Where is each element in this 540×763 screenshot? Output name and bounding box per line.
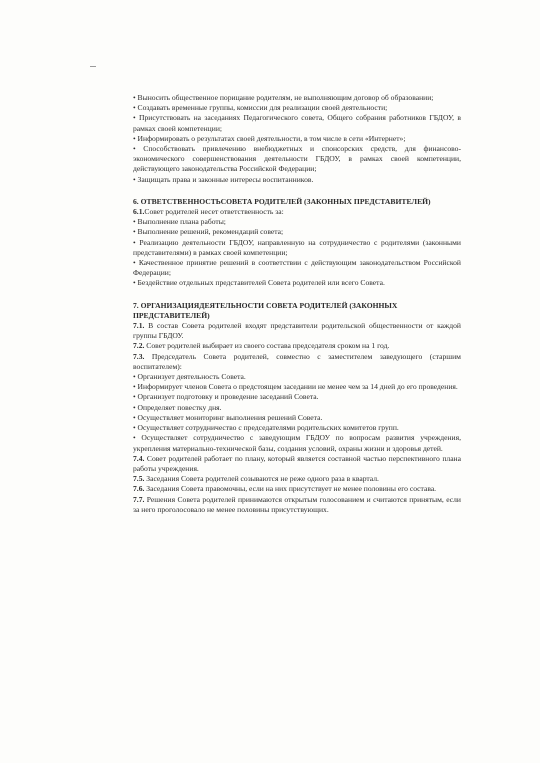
list-item: • Определяет повестку дня. [133, 402, 222, 412]
list-item: • Осуществляет сотрудничество с заведующим ГБДОУ по вопросам развития учреждения, укрепления материально-технической базы, создания условий, охраны жизни и здоровья детей. [133, 433, 461, 453]
clause-number: 7.1. [133, 321, 145, 331]
clause-text: Председатель Совета родителей, совместно с заместителем заведующего (старшим воспитателем): [133, 351, 461, 371]
list-item: • Организует подготовку и проведение заседаний Совета. [133, 392, 319, 402]
clause-number: 6.1. [133, 207, 145, 217]
clause-text: Решения Совета родителей принимаются открытым голосованием и считаются принятым, если за него проголосовало не менее половины присутствующих. [133, 494, 461, 514]
list-item: • Создавать временные группы, комиссии для реализации своей деятельности; [133, 103, 388, 113]
clause-text: Совет родителей работает по плану, который является составной частью перспективного плана работы учреждения. [133, 453, 461, 473]
clause-7-1 [133, 321, 461, 341]
document-body [133, 93, 461, 515]
clause-7-5 [133, 474, 461, 484]
clause-number: 7.2. [133, 341, 145, 351]
list-item: • Реализацию деятельности ГБДОУ, направленную на сотрудничество с родителями (законными представителями) в рамках своей компетенции; [133, 237, 461, 257]
list-item: • Информировать о результатах своей деятельности, в том числе в сети «Интернет»; [133, 133, 406, 143]
clause-7-7 [133, 495, 461, 515]
list-item: • Осуществляет мониторинг выполнения решений Совета. [133, 412, 323, 422]
clause-7-6 [133, 484, 461, 494]
list-item: • Осуществляет сотрудничество с председателями родительских комитетов групп. [133, 423, 399, 433]
clause-7-3 [133, 352, 461, 372]
clause-number: 7.5. [133, 474, 145, 484]
section-7 [133, 301, 461, 515]
clause-text: Заседания Совета правомочны, если на них присутствует не менее половины его состава. [146, 484, 437, 494]
spacer [133, 185, 461, 197]
clause-text: Совет родителей выбирает из своего состава председателя сроком на 1 год. [146, 341, 390, 351]
list-item: • Способствовать привлечению внебюджетных и спонсорских средств, для финансово-экономического совершенствования деятельности ГБДОУ, в рамках своей компетенции, действующего законодательства Российской Федерации; [133, 144, 461, 174]
section-heading: 7. ОРГАНИЗАЦИЯДЕЯТЕЛЬНОСТИ СОВЕТА РОДИТЕЛЕЙ (ЗАКОННЫХ ПРЕДСТАВИТЕЛЕЙ) [133, 300, 398, 320]
list-item: • Выполнение плана работы; [133, 217, 226, 227]
section-6 [133, 197, 461, 289]
clause-number: 7.4. [133, 453, 145, 463]
list-item: • Информирует членов Совета о предстоящем заседании не менее чем за 14 дней до его проведения. [133, 382, 458, 392]
list-item: • Защищать права и законные интересы воспитанников. [133, 174, 314, 184]
list-item: • Выносить общественное порицание родителям, не выполняющим договор об образовании; [133, 93, 434, 102]
scan-mark [90, 66, 96, 67]
clause-number: 7.7. [133, 494, 145, 504]
clause-7-4 [133, 454, 461, 474]
clause-number: 7.6. [133, 484, 145, 494]
clause-7-2 [133, 341, 461, 351]
list-item: • Выполнение решений, рекомендаций совета; [133, 227, 284, 237]
clause-number: 7.3. [133, 351, 145, 361]
clause-text: Заседания Совета родителей созываются не реже одного раза в квартал. [146, 474, 379, 484]
list-item: • Качественное принятие решений в соответствии с действующим законодательством Российской Федерации; [133, 258, 461, 278]
section-heading: 6. ОТВЕТСТВЕННОСТЬСОВЕТА РОДИТЕЛЕЙ (ЗАКОННЫХ ПРЕДСТАВИТЕЛЕЙ) [133, 196, 431, 206]
clause-text: В состав Совета родителей входят представители родительской общественности от каждой группы ГБДОУ. [133, 321, 461, 341]
clause-6-1 [133, 207, 461, 217]
list-item: • Присутствовать на заседаниях Педагогического совета, Общего собрания работников ГБДОУ, в рамках своей компетенции; [133, 113, 461, 133]
list-item: • Организует деятельность Совета. [133, 372, 246, 382]
intro-list [133, 93, 461, 185]
spacer [133, 289, 461, 301]
list-item: • Бездействие отдельных представителей Совета родителей или всего Совета. [133, 278, 385, 288]
clause-text: Совет родителей несет ответственность за: [144, 207, 284, 217]
